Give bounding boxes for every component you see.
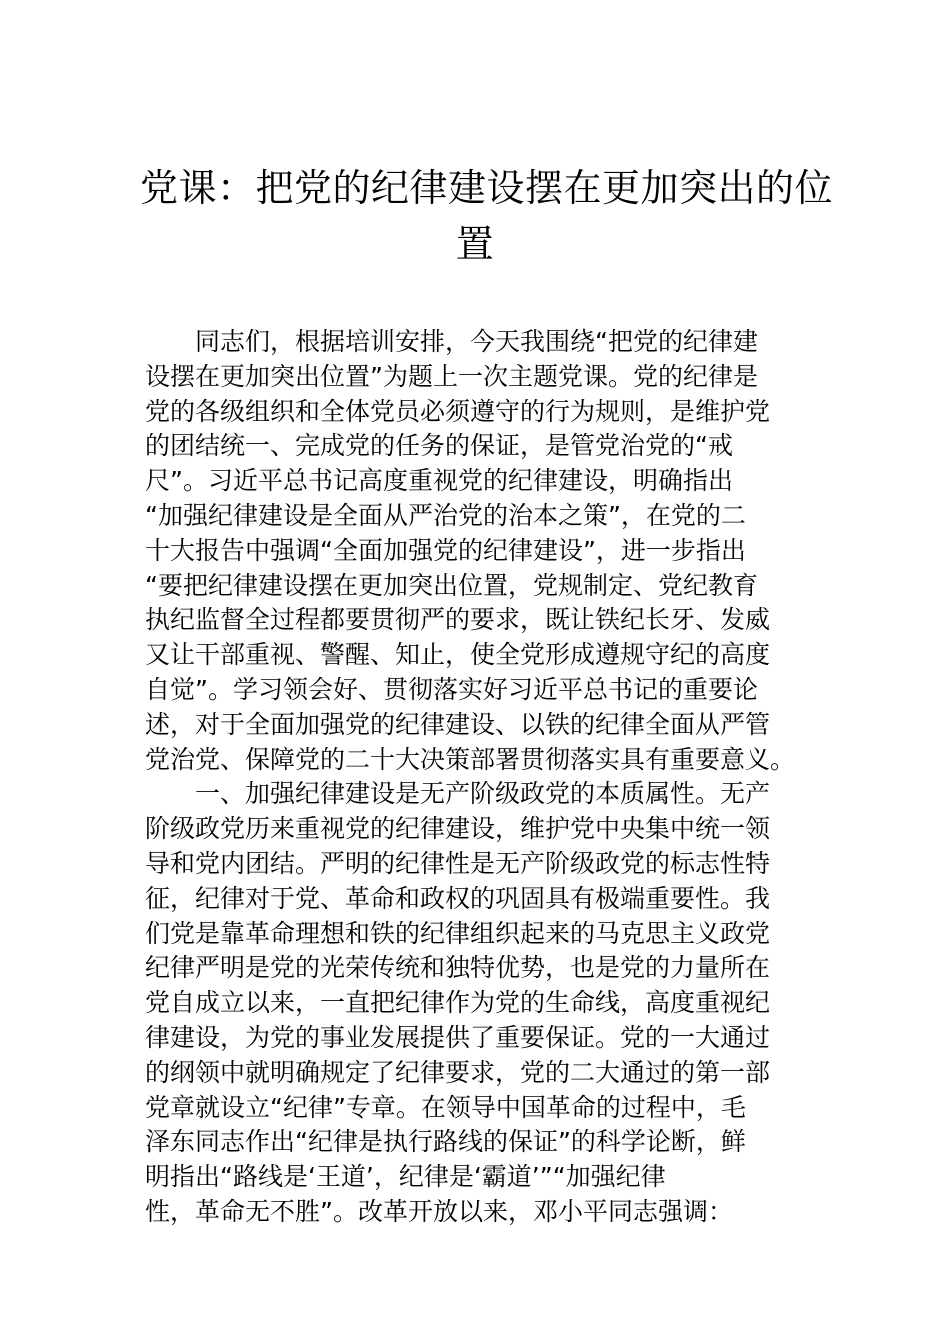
paragraph-line: 设摆在更加突出位置”为题上一次主题党课。党的纪律是 [145,361,758,391]
paragraph-line: 泽东同志作出“纪律是执行路线的保证”的科学论断，鲜 [145,1127,746,1157]
document-title [140,160,834,272]
document-body [145,325,815,1230]
paragraph-line: 十大报告中强调“全面加强党的纪律建设”，进一步指出 [145,535,746,565]
paragraph-line: 阶级政党历来重视党的纪律建设，维护党中央集中统一领 [145,814,771,844]
paragraph-line: 一、加强纪律建设是无产阶级政党的本质属性。无产 [195,779,771,809]
paragraph-line: 的团结统一、完成党的任务的保证，是管党治党的“戒 [145,431,733,461]
paragraph-line: 明指出“路线是‘王道’，纪律是‘霸道’”“加强纪律 [145,1162,666,1192]
paragraph-line: 导和党内团结。严明的纪律性是无产阶级政党的标志性特 [145,848,771,878]
paragraph-line: “要把纪律建设摆在更加突出位置，党规制定、党纪教育 [145,570,758,600]
paragraph-line: 述，对于全面加强党的纪律建设、以铁的纪律全面从严管 [145,709,771,739]
paragraph-line: 的纲领中就明确规定了纪律要求，党的二大通过的第一部 [145,1057,771,1087]
paragraph-line: “加强纪律建设是全面从严治党的治本之策”，在党的二 [145,500,746,530]
paragraph-line: 党章就设立“纪律”专章。在领导中国革命的过程中，毛 [145,1092,746,1122]
paragraph-line: 纪律严明是党的光荣传统和独特优势，也是党的力量所在 [145,953,771,983]
paragraph-line: 性，革命无不胜”。改革开放以来，邓小平同志强调： [145,1196,733,1226]
title-line: 置 [455,222,495,266]
paragraph-line: 党自成立以来，一直把纪律作为党的生命线，高度重视纪 [145,988,771,1018]
paragraph-line: 同志们，根据培训安排，今天我围绕“把党的纪律建 [195,327,758,356]
paragraph-line: 律建设，为党的事业发展提供了重要保证。党的一大通过 [145,1022,771,1052]
title-line: 党课：把党的纪律建设摆在更加突出的位 [140,166,834,210]
paragraph-line: 自觉”。学习领会好、贯彻落实好习近平总书记的重要论 [145,674,758,704]
paragraph-line: 党治党、保障党的二十大决策部署贯彻落实具有重要意义。 [145,744,796,774]
paragraph-line: 们党是靠革命理想和铁的纪律组织起来的马克思主义政党 [145,918,771,948]
paragraph-line: 尺”。习近平总书记高度重视党的纪律建设，明确指出 [145,466,733,496]
paragraph-line: 征，纪律对于党、革命和政权的巩固具有极端重要性。我 [145,883,771,913]
paragraph-line: 党的各级组织和全体党员必须遵守的行为规则，是维护党 [145,396,771,426]
paragraph-line: 执纪监督全过程都要贯彻严的要求，既让铁纪长牙、发威 [145,605,771,635]
paragraph-line: 又让干部重视、警醒、知止，使全党形成遵规守纪的高度 [145,640,771,670]
